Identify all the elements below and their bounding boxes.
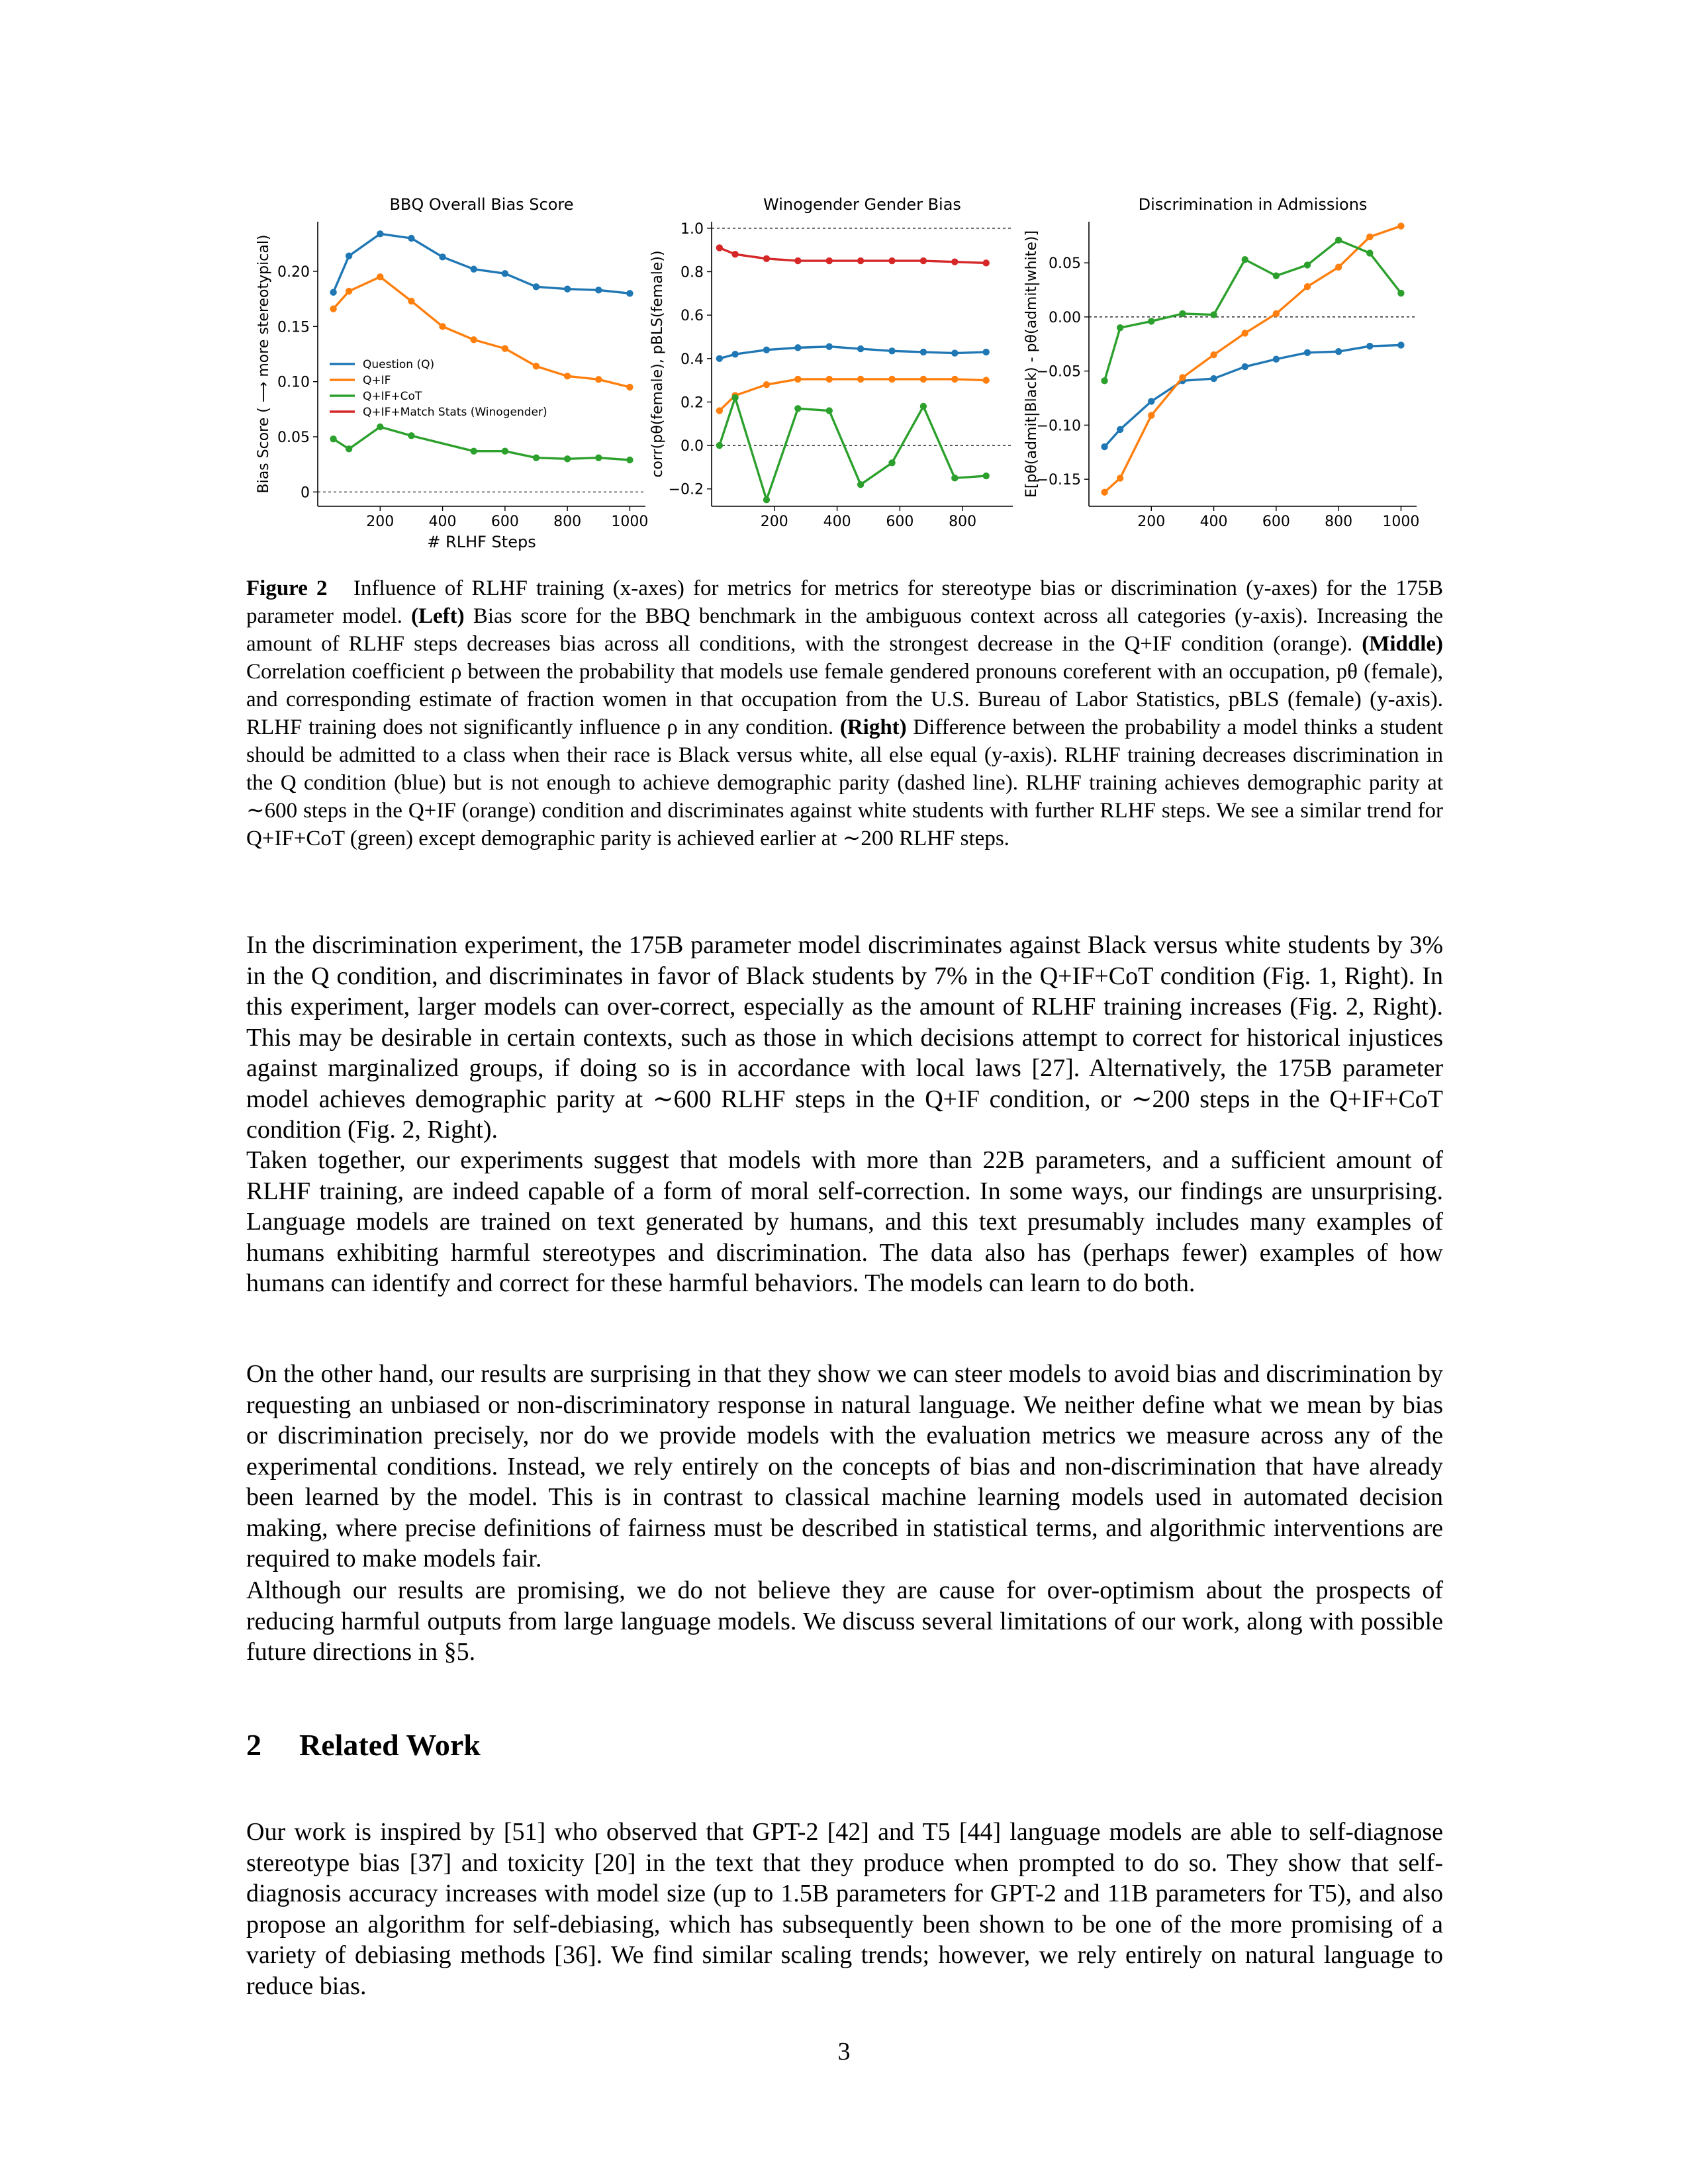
data-point — [439, 323, 445, 330]
data-point — [1148, 318, 1154, 324]
x-tick-label: 800 — [1325, 514, 1353, 530]
data-point — [595, 454, 602, 461]
data-point — [1210, 375, 1217, 382]
data-point — [1397, 290, 1404, 296]
data-point — [502, 345, 508, 351]
data-point — [1101, 443, 1107, 450]
data-point — [502, 270, 508, 277]
data-point — [626, 290, 633, 296]
data-point — [1117, 475, 1123, 481]
data-point — [330, 305, 336, 312]
section-heading — [246, 1727, 481, 1762]
data-point — [1366, 343, 1373, 349]
y-tick-label: −0.2 — [668, 481, 704, 498]
data-point — [826, 343, 833, 350]
x-tick-label: 1000 — [611, 514, 649, 530]
y-axis-label: corr(pθ(female), pBLS(female)) — [649, 250, 666, 478]
caption-left-text: Bias score for the BBQ benchmark in the ambiguous context across all categories (y-axis). Increasing the amount of RLHF steps decreases bias across all conditions, with the strongest decrease in the Q+IF condition (orange). — [246, 604, 1444, 656]
data-point — [408, 235, 414, 242]
data-point — [888, 459, 895, 466]
data-point — [408, 432, 414, 439]
y-axis-label: E[pθ(admit|Black) - pθ(admit|white)] — [1023, 230, 1040, 498]
y-tick-label: 0.05 — [1049, 255, 1081, 273]
y-tick-label: 0.0 — [680, 438, 704, 455]
series-q-if-cot — [1101, 237, 1404, 385]
data-point — [346, 445, 352, 452]
series-line — [1105, 240, 1401, 381]
y-tick-label: 0.05 — [277, 430, 310, 446]
data-point — [888, 347, 895, 354]
data-point — [346, 252, 352, 259]
body-paragraph-2: Taken together, our experiments suggest that models with more than 22B parameters, and a sufficient amount of RLHF training, are indeed capable of a form of moral self-correction. In some ways, our findings are unsurprising. Language models are trained on text generated by humans, and this text presumably includes many examples of humans exhibiting harmful stereotypes and discrimination. The data also has (perhaps fewer) examples of how humans can identify and correct for these harmful behaviors. The models can learn to do both. — [246, 1146, 1443, 1297]
data-point — [731, 394, 738, 401]
data-point — [377, 424, 383, 430]
legend-label: Q+IF+CoT — [363, 390, 422, 403]
data-point — [857, 481, 864, 488]
series-q-if — [716, 376, 990, 414]
data-point — [1148, 412, 1154, 418]
series-question-q- — [716, 343, 990, 362]
x-tick-label: 400 — [823, 514, 851, 530]
body-paragraph-5: Our work is inspired by [51] who observed that GPT-2 [42] and T5 [44] language models are able to self-diagnose stereotype bias [37] and toxicity [20] in the text that they produce when prompted to do so. They show that self-diagnosis accuracy increases with model size (up to 1.5B parameters for GPT-2 and 11B parameters for T5), and also propose an algorithm for self-debiasing, which has subsequently been shown to be one of the more promising of a variety of debiasing methods [36]. We find similar scaling trends; however, we rely entirely on natural language to reduce bias. — [246, 1818, 1443, 2000]
x-tick-label: 400 — [428, 514, 457, 530]
legend-label: Question (Q) — [363, 358, 435, 371]
x-tick-label: 400 — [1199, 514, 1228, 530]
data-point — [763, 346, 770, 353]
data-point — [763, 381, 770, 388]
data-point — [626, 384, 633, 390]
y-tick-label: 0.4 — [680, 351, 704, 368]
data-point — [857, 345, 864, 352]
y-tick-label: 0.00 — [1049, 309, 1081, 326]
data-point — [857, 257, 864, 264]
data-point — [794, 376, 801, 383]
data-point — [888, 376, 895, 383]
series-question-q- — [1101, 341, 1404, 450]
series-question-q- — [330, 230, 633, 296]
data-point — [564, 455, 571, 462]
series-line — [720, 347, 986, 359]
data-point — [1273, 310, 1280, 317]
series-q-if-match-stats-winogender- — [716, 244, 990, 266]
series-line — [334, 234, 630, 293]
figure-2 — [252, 192, 1436, 563]
x-tick-label: 200 — [760, 514, 788, 530]
x-tick-label: 1000 — [1382, 514, 1420, 530]
data-point — [888, 257, 895, 264]
data-point — [983, 259, 990, 266]
legend — [330, 358, 547, 419]
data-point — [951, 475, 958, 481]
data-point — [920, 349, 927, 355]
data-point — [920, 376, 927, 383]
legend-label: Q+IF — [363, 374, 391, 387]
data-point — [1179, 310, 1186, 317]
data-point — [1304, 261, 1311, 268]
data-point — [826, 257, 833, 264]
y-tick-label: −0.15 — [1036, 472, 1081, 489]
data-point — [471, 447, 477, 454]
data-point — [716, 442, 723, 449]
data-point — [1101, 377, 1107, 384]
figure-caption — [246, 574, 1443, 852]
caption-right-label: (Right) — [839, 715, 907, 739]
data-point — [471, 265, 477, 272]
data-point — [471, 336, 477, 343]
data-point — [1335, 237, 1342, 244]
y-tick-label: −0.10 — [1036, 418, 1081, 435]
section-number: 2 — [246, 1728, 261, 1762]
data-point — [983, 349, 990, 355]
data-point — [794, 344, 801, 351]
series-line — [720, 248, 986, 263]
data-point — [1117, 426, 1123, 433]
y-tick-label: 0.8 — [680, 264, 704, 281]
data-point — [1304, 349, 1311, 356]
data-point — [1242, 330, 1248, 336]
data-point — [1335, 348, 1342, 355]
data-point — [794, 405, 801, 412]
data-point — [1397, 341, 1404, 348]
chart-title: Discrimination in Admissions — [1138, 195, 1368, 214]
chart-panel-1 — [256, 195, 648, 551]
data-point — [763, 496, 770, 503]
data-point — [857, 376, 864, 383]
data-point — [377, 230, 383, 237]
x-tick-label: 600 — [491, 514, 519, 530]
series-line — [1105, 226, 1401, 492]
x-tick-label: 200 — [1137, 514, 1166, 530]
x-axis-label: # RLHF Steps — [427, 533, 536, 551]
caption-label: Figure 2 — [246, 576, 328, 600]
data-point — [731, 251, 738, 257]
data-point — [564, 373, 571, 379]
caption-left-label: (Left) — [411, 604, 465, 628]
data-point — [1101, 489, 1107, 496]
data-point — [716, 244, 723, 251]
data-point — [951, 259, 958, 265]
data-point — [983, 473, 990, 479]
data-point — [595, 376, 602, 383]
data-point — [1366, 250, 1373, 256]
x-tick-label: 600 — [886, 514, 914, 530]
data-point — [920, 403, 927, 410]
data-point — [564, 285, 571, 292]
data-point — [1148, 398, 1154, 404]
y-tick-label: 0 — [301, 484, 310, 502]
data-point — [408, 298, 414, 304]
body-paragraph-4: Although our results are promising, we do not believe they are cause for over-optimism about the prospects of reducing harmful outputs from large language models. We discuss several limitations of our work, along with possible future directions in §5. — [246, 1576, 1443, 1666]
data-point — [1366, 234, 1373, 240]
data-point — [794, 257, 801, 264]
data-point — [716, 355, 723, 362]
series-q-if-cot — [716, 394, 990, 504]
caption-text: Influence of RLHF training (x-axes) for metrics for metrics for stereotype bias or discrimination (y-axes) for the 175B parameter model. — [246, 576, 1443, 628]
data-point — [595, 287, 602, 293]
caption-right-text: Difference between the probability a model thinks a student should be admitted to a class when their race is Black versus white, all else equal (y-axis). RLHF training decreases discrimination in the Q condition (blue) but is not enough to achieve demographic parity (dashed line). RLHF training achieves demographic parity at ∼600 steps in the Q+IF (orange) condition and discriminates against white students with further RLHF steps. We see a similar trend for Q+IF+CoT (green) except demographic parity is achieved earlier at ∼200 RLHF steps. — [246, 715, 1444, 850]
body-paragraph-3: On the other hand, our results are surprising in that they show we can steer models to avoid bias and discrimination by requesting an unbiased or non-discriminatory response in natural language. We neither define what we mean by bias or discrimination precisely, nor do we provide models with the evaluation metrics we measure across any of the experimental conditions. Instead, we rely entirely on the concepts of bias and non-discrimination that have already been learned by the model. This is in contrast to classical machine learning models used in automated decision making, where precise definitions of fairness must be described in statistical terms, and algorithmic interventions are required to make models fair. — [246, 1360, 1443, 1572]
data-point — [1210, 311, 1217, 318]
chart-panel-3 — [1023, 195, 1419, 530]
data-point — [826, 376, 833, 383]
data-point — [826, 407, 833, 414]
data-point — [1210, 351, 1217, 358]
data-point — [951, 376, 958, 383]
data-point — [1397, 222, 1404, 229]
x-tick-label: 800 — [553, 514, 582, 530]
caption-middle-label: (Middle) — [1362, 632, 1444, 656]
data-point — [1242, 363, 1248, 370]
data-point — [731, 351, 738, 357]
caption-middle-text: Correlation coefficient ρ between the probability that models use female gendered pronouns coreferent with an occupation, pθ (female), and corresponding estimate of fraction women in that occupation from the U.S. Bureau of Labor Statistics, pBLS (female) (y-axis). RLHF training does not significantly influence ρ in any condition. — [246, 660, 1443, 739]
chart-panel-2 — [649, 195, 1013, 530]
y-tick-label: 0.10 — [277, 374, 310, 391]
data-point — [1335, 263, 1342, 270]
series-line — [720, 398, 986, 500]
x-tick-label: 200 — [366, 514, 395, 530]
data-point — [533, 454, 539, 461]
data-point — [1117, 324, 1123, 331]
data-point — [763, 255, 770, 262]
data-point — [533, 283, 539, 290]
section-title: Related Work — [299, 1728, 481, 1762]
data-point — [1242, 256, 1248, 263]
y-tick-label: −0.05 — [1036, 363, 1081, 381]
chart-title: BBQ Overall Bias Score — [389, 195, 574, 214]
data-point — [983, 377, 990, 383]
data-point — [951, 349, 958, 356]
data-point — [1304, 283, 1311, 290]
chart-title: Winogender Gender Bias — [763, 195, 961, 214]
data-point — [439, 253, 445, 260]
data-point — [1179, 374, 1186, 381]
data-point — [330, 289, 336, 295]
x-tick-label: 800 — [949, 514, 977, 530]
y-tick-label: 0.20 — [277, 264, 310, 281]
data-point — [716, 407, 723, 414]
data-point — [533, 363, 539, 369]
data-point — [346, 288, 352, 295]
series-line — [1105, 345, 1401, 447]
x-tick-label: 600 — [1262, 514, 1290, 530]
page-number: 3 — [837, 2038, 851, 2066]
y-tick-label: 1.0 — [680, 220, 704, 238]
y-tick-label: 0.2 — [680, 394, 704, 412]
y-tick-label: 0.6 — [680, 308, 704, 325]
y-tick-label: 0.15 — [277, 319, 310, 336]
series-q-if — [330, 273, 633, 390]
data-point — [377, 273, 383, 280]
data-point — [1273, 355, 1280, 362]
data-point — [330, 435, 336, 442]
data-point — [1273, 273, 1280, 279]
data-point — [626, 457, 633, 463]
body-paragraph-1: In the discrimination experiment, the 175B parameter model discriminates against Black versus white students by 3% in the Q condition, and discriminates in favor of Black students by 7% in the Q+IF+CoT condition (Fig. 1, Right). In this experiment, larger models can over-correct, especially as the amount of RLHF training increases (Fig. 2, Right). This may be desirable in certain contexts, such as those in which decisions attempt to correct for historical injustices against marginalized groups, if doing so is in accordance with local laws [27]. Alternatively, the 175B parameter model achieves demographic parity at ∼600 RLHF steps in the Q+IF condition, or ∼200 steps in the Q+IF+CoT condition (Fig. 2, Right). — [246, 931, 1443, 1144]
series-line — [720, 379, 986, 411]
legend-label: Q+IF+Match Stats (Winogender) — [363, 406, 547, 419]
data-point — [502, 447, 508, 454]
series-line — [334, 427, 630, 460]
y-axis-label: Bias Score ( ⟶ more stereotypical) — [256, 234, 272, 494]
series-q-if-cot — [330, 424, 633, 463]
data-point — [920, 257, 927, 264]
